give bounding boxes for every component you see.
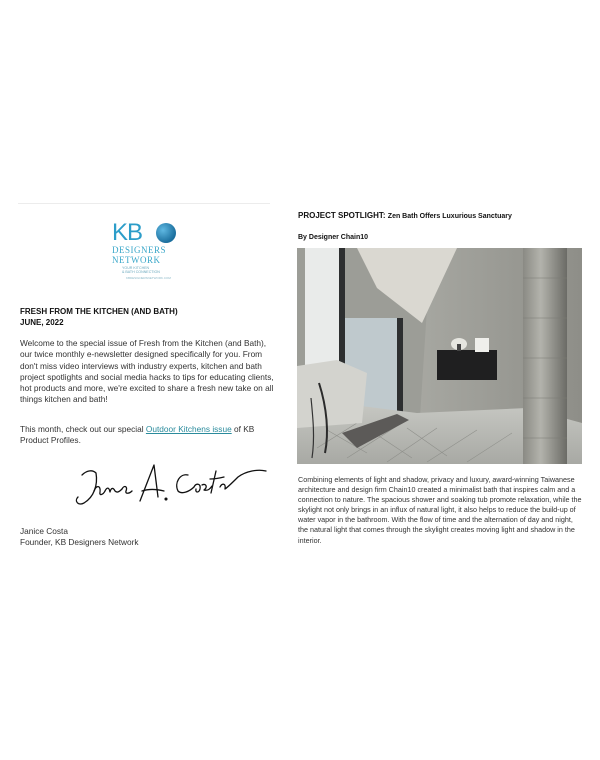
spotlight-title: Zen Bath Offers Luxurious Sanctuary	[387, 213, 512, 220]
signer-name: Janice Costa	[20, 526, 68, 536]
signer-block	[20, 526, 139, 549]
zen-bath-photo	[297, 248, 582, 464]
spotlight-byline: By Designer Chain10	[298, 234, 369, 241]
globe-icon	[156, 223, 176, 243]
newsletter-date: JUNE, 2022	[20, 318, 64, 327]
intro-paragraph: Welcome to the special issue of Fresh from the Kitchen (and Bath), our twice monthly e-newsletter designed specifically for you. From don't miss video interviews with industry experts, kitchen and bath project spotlights and social media hacks to tips for educating clients, hot products and more, we're excited to share a fresh new take on all things kitchen and bath!	[20, 338, 274, 405]
spotlight-body: Combining elements of light and shadow, privacy and luxury, award-winning Taiwanese architecture and design firm Chain10 created a minimalist bath that inspires calm and a connection to nature. The spacious shower and soaking tub promote relaxation, while the skylight not only brings in an influx of natural light, it also helps to reduce the build-up of water vapor in the bathroom. With the flow of time and the alternation of day and night, the natural light that comes through the skylight creates moving light and shadow in the interior.	[298, 475, 582, 545]
newsletter-title: FRESH FROM THE KITCHEN (AND BATH)	[20, 307, 178, 316]
logo-tagline: YOUR KITCHEN & BATH CONNECTION	[122, 266, 160, 274]
signature-image	[70, 461, 270, 513]
logo-line-network: NETWORK	[112, 255, 161, 265]
spotlight-kicker: PROJECT SPOTLIGHT:	[298, 211, 386, 220]
spotlight-heading	[298, 210, 583, 222]
kb-designers-network-logo[interactable]	[112, 220, 192, 282]
logo-line-designers: DESIGNERS	[112, 245, 167, 255]
logo-url: KBDESIGNERSNETWORK.COM	[126, 276, 171, 280]
outdoor-kitchens-link[interactable]: Outdoor Kitchens issue	[145, 424, 232, 434]
spotlight-column	[298, 210, 583, 545]
top-divider	[18, 203, 270, 204]
logo-kb: KB	[112, 219, 143, 246]
signer-title: Founder, KB Designers Network	[20, 537, 139, 548]
newsletter-heading	[20, 306, 178, 328]
cta-paragraph: This month, check out our special Outdoor Kitchens issue of KB Product Profiles.	[20, 424, 255, 446]
